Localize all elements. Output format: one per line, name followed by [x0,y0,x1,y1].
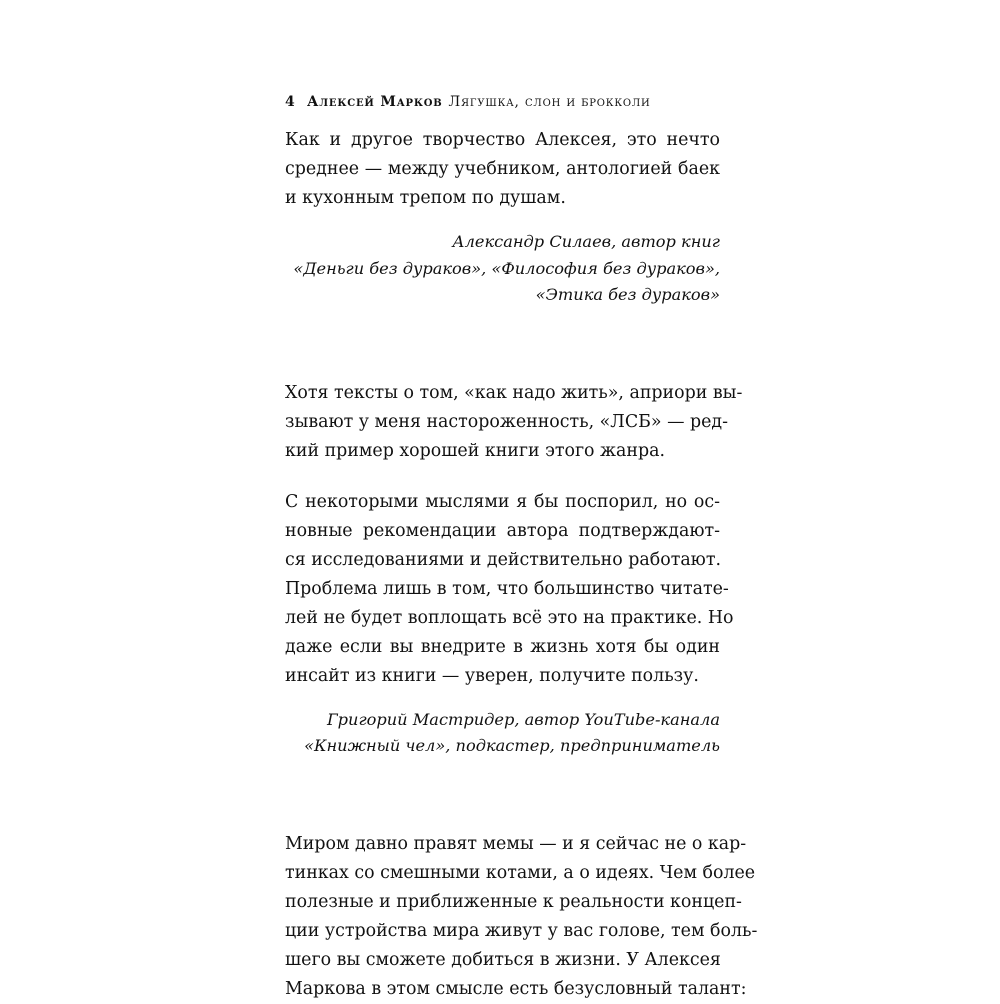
review-2-attribution [285,707,720,760]
text-line: Хотя тексты о том, «как надо жить», априори вы- [285,382,743,403]
text-line: тинках со смешными котами, а о идеях. Чем более [285,862,756,883]
review-2-paragraph-2 [285,488,734,691]
review-1-text [285,126,720,213]
book-page [285,92,758,1004]
header-author: Алексей Марков [307,94,443,110]
running-head [285,92,720,112]
text-line: С некоторыми мыслями я бы поспорил, но ос- [285,491,720,512]
review-1-attribution [285,229,720,309]
text-line: кий пример хорошей книги этого жанра. [285,440,666,461]
text-line: ся исследованиями и действительно работают. [285,549,721,570]
text-line: ции устройства мира живут у вас голове, тем боль- [285,920,758,941]
text-line: Как и другое творчество Алексея, это нечто [285,130,720,150]
text-line: шего вы сможете добиться в жизни. У Алексея [285,949,721,970]
text-line: лей не будет воплощать всё это на практике. Но [285,607,734,628]
text-line: зывают у меня настороженность, «ЛСБ» — ред- [285,411,728,432]
attribution-line: «Деньги без дураков», «Философия без дураков», [293,258,720,278]
text-line: даже если вы внедрите в жизнь хотя бы один [285,636,720,657]
attribution-line: Григорий Мастридер, автор YouTube-канала [326,709,720,729]
review-2-paragraph-1 [285,379,743,466]
attribution-line: «Этика без дураков» [535,285,720,304]
text-line: Проблема лишь в том, что большинство читате- [285,578,729,599]
text-line: и кухонным трепом по душам. [285,188,566,208]
page-number: 4 [285,94,296,110]
text-line: Миром давно правят мемы — и я сейчас не о кар- [285,833,747,854]
text-line: полезные и приближенные к реальности концеп- [285,891,742,912]
text-line: Маркова в этом смысле есть безусловный талант: [285,978,747,999]
header-book-title: Лягушка, слон и брокколи [448,94,651,110]
attribution-line: Александр Силаев, автор книг [452,232,720,251]
review-3-text [285,830,758,1004]
text-line: новные рекомендации автора подтверждают- [285,520,720,541]
attribution-line: «Книжный чел», подкастер, предприниматель [304,736,720,755]
text-line: инсайт из книги — уверен, получите пользу. [285,665,699,686]
text-line: среднее — между учебником, антологией баек [285,159,720,179]
